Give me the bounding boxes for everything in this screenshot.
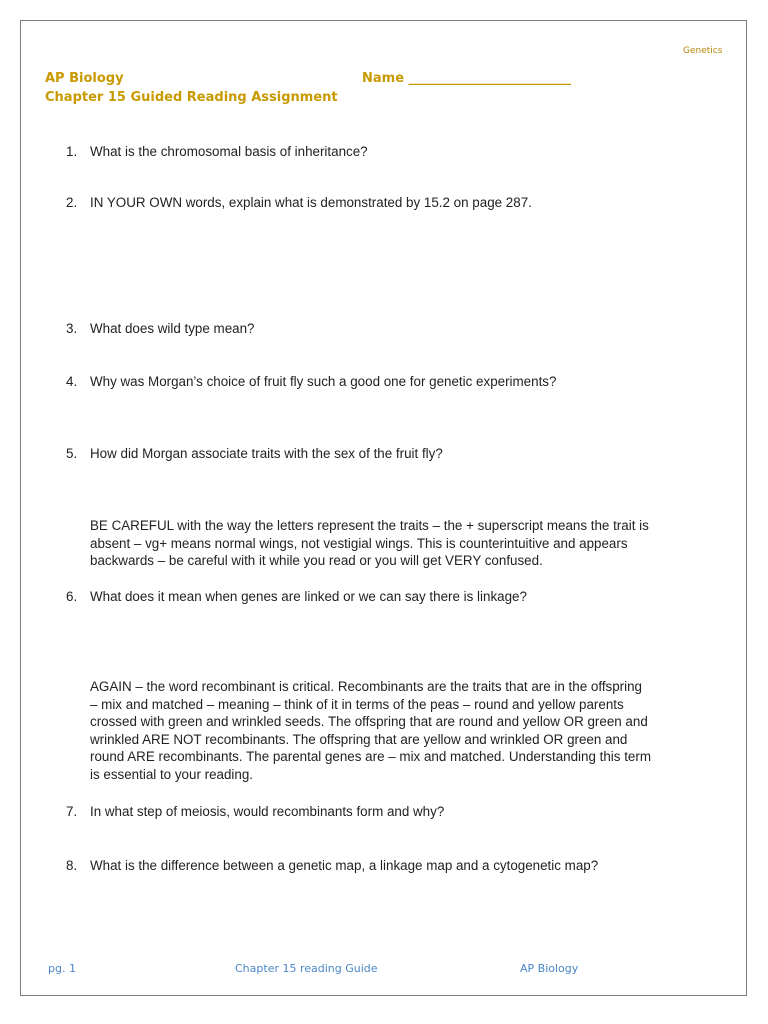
name-field: Name _________________________ [362, 71, 572, 86]
question-item [66, 374, 556, 390]
footer-course: AP Biology [520, 962, 579, 975]
note-line: crossed with green and wrinkled seeds. The offspring that are round and yellow OR green and [90, 714, 648, 730]
question-text: What is the chromosomal basis of inheritance? [90, 144, 368, 159]
note-line: absent – vg+ means normal wings, not vestigial wings. This is counterintuitive and appears [90, 535, 628, 551]
note-line: wrinkled ARE NOT recombinants. The offspring that are yellow and wrinkled OR green and [90, 731, 628, 747]
document-page [20, 20, 747, 996]
note-line: – mix and matched – meaning – think of it in terms of the peas – round and yellow parents [90, 696, 624, 712]
question-item [66, 144, 368, 160]
question-item [66, 858, 598, 874]
question-number: 2. [66, 195, 78, 210]
question-text: In what step of meiosis, would recombinants form and why? [90, 804, 445, 819]
section-tag: Genetics [683, 46, 723, 56]
question-item [66, 446, 443, 462]
footer-page-number: pg. 1 [48, 962, 76, 975]
note-line: BE CAREFUL with the way the letters represent the traits – the + superscript means the trait is [90, 518, 649, 533]
question-item [66, 589, 527, 605]
note-line: is essential to your reading. [90, 766, 254, 782]
question-number: 6. [66, 589, 78, 604]
note-line: round ARE recombinants. The parental genes are – mix and matched. Understanding this term [90, 749, 651, 765]
assignment-title: Chapter 15 Guided Reading Assignment [45, 90, 338, 105]
question-number: 3. [66, 321, 78, 336]
recombinant-note [90, 678, 730, 784]
question-item [66, 195, 532, 211]
question-text: What is the difference between a genetic map, a linkage map and a cytogenetic map? [90, 858, 599, 873]
course-heading: AP Biology [45, 71, 124, 86]
question-item [66, 804, 444, 820]
question-item [66, 321, 255, 337]
careful-note [90, 517, 730, 570]
question-number: 4. [66, 374, 78, 389]
question-text: What does wild type mean? [90, 321, 255, 336]
question-text: What does it mean when genes are linked or we can say there is linkage? [90, 589, 527, 604]
question-number: 7. [66, 804, 78, 819]
footer-guide-title: Chapter 15 reading Guide [235, 962, 378, 975]
question-text: IN YOUR OWN words, explain what is demonstrated by 15.2 on page 287. [90, 195, 532, 210]
question-number: 1. [66, 144, 78, 159]
note-line: backwards – be careful with it while you read or you will get VERY confused. [90, 553, 543, 569]
question-number: 8. [66, 858, 78, 873]
note-line: AGAIN – the word recombinant is critical. Recombinants are the traits that are in the offspring [90, 679, 643, 694]
question-text: How did Morgan associate traits with the sex of the fruit fly? [90, 446, 443, 461]
question-number: 5. [66, 446, 78, 461]
question-text: Why was Morgan’s choice of fruit fly such a good one for genetic experiments? [90, 374, 557, 389]
